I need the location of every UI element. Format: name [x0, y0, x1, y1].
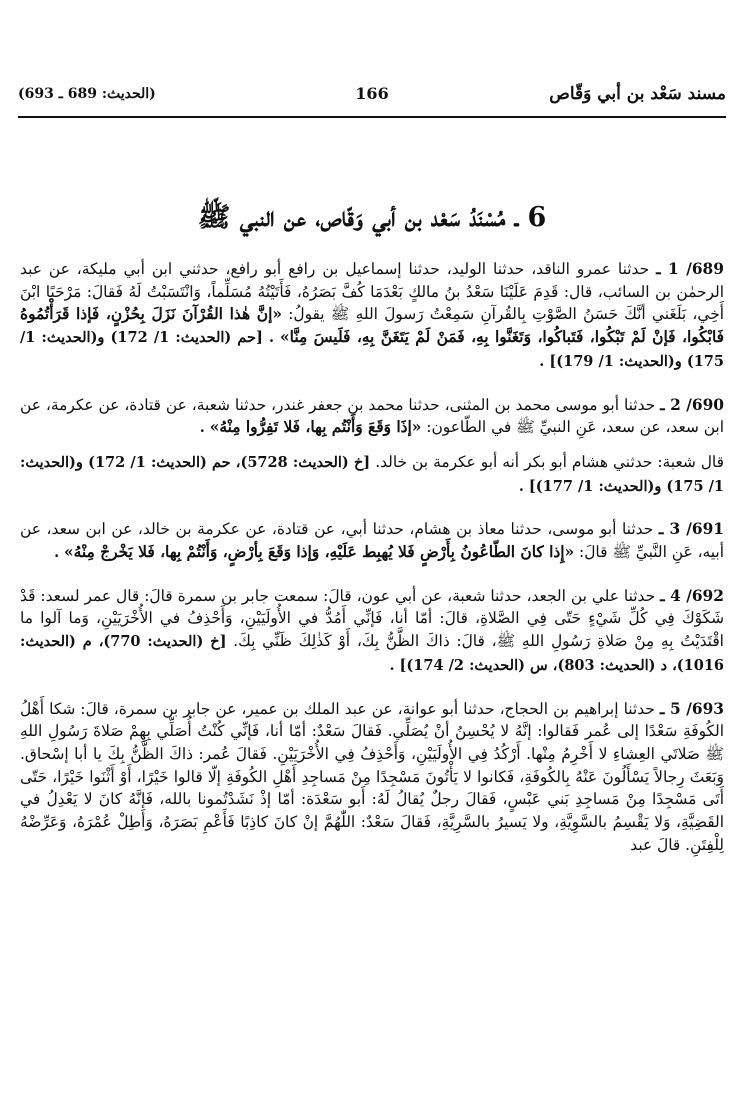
book-section-title: مسند سَعْد بن أبي وَقّاص: [549, 84, 726, 104]
running-header: [18, 84, 726, 110]
hadith-chain: حدثنا علي بن الجعد، حدثنا شعبة، عن أبي عون، قالَ: سمعت جابر بن سمرة قالَ: قال عمر لسعد: قَدْ شَكَوْكَ فِي كُلِّ شَيْءٍ حَتّى فِي الصَّلاةِ، قالَ: أمّا أنا، فَإنِّي أَمُدُّ في الأُولَيَيْنِ، وَأَحْذِفُ في الأُخْرَيَيْنِ، وَما آلوا ما اقْتَدَيْتُ بِهِ مِنْ صَلاةِ رَسُولِ اللهِ ﷺ، قالَ: ذاكَ الظَّنُّ بِكَ، أَوْ كَذٰلِكَ ظَنِّي بِكَ.: [20, 586, 724, 651]
hadith-reference: [خ (الحديث: 770)، م (الحديث: 1016)، د (الحديث: 803)، س (الحديث: 2/ 174)] .: [20, 633, 724, 674]
section-title: 6 ـ مُسْنَدُ سَعْد بن أبي وَقّاص، عن النبي ﷺ: [197, 202, 547, 233]
page-number: 166: [355, 84, 389, 103]
hadith-693: [20, 698, 724, 857]
hadith-range: (الحديث: 689 ـ 693): [18, 86, 156, 102]
hadith-reference: [خ (الحديث: 5728)، حم (الحديث: 1/ 172) و(الحديث: 1/ 175) و(الحديث: 1/ 177)] .: [20, 453, 724, 495]
hadith-chain: حدثنا أبو موسى، حدثنا معاذ بن هشام، حدثنا أبي، عن قتادة، عن عكرمة بن خالد، عن ابن سعد، عن أبيه، عَنِ النَّبيِّ ﷺ قالَ:: [20, 520, 724, 562]
hadith-number: 692/ 4 ـ: [660, 586, 724, 605]
hadith-note: قال شعبة: حدثني هشام أبو بكر أنه أبو عكرمة بن خالد.: [375, 452, 724, 471]
hadith-quote: «إِذا كانَ الطّاعُونُ بِأَرْضٍ فَلا يُهبِط عَلَيْهِ، وَإذا وَقَعَ بِأرْضٍ، وَأَنْتُمْ بِها، فَلا يَخْرجْ مِنْهُ»: [64, 543, 575, 562]
hadith-quote: «إنَّ هٰذا القُرْآنَ نَزَلَ بِحُزْنٍ، فَإذا قَرَأْتُمُوهُ فَابْكُوا، فَإنْ لَمْ تَبْكُوا، فَتَباكُوا، وَتَغَنَّوا بِهِ، فَمَنْ لَمْ يَتَغَنَّ بِهِ، فَلَيسَ مِنَّا»: [20, 305, 724, 347]
hadith-reference: .: [54, 544, 60, 562]
hadith-reference: .: [199, 419, 205, 437]
hadith-chain: حدثنا عمرو الناقد، حدثنا الوليد، حدثنا إسماعيل بن رافع أبو رافع، حدثني ابن أبي مليكة، عن عبد الرحمٰن بن السائب، قال: قَدِمَ عَلَيْنَا سَعْدُ بنُ مالكٍ بَعْدَمَا كُفَّ بَصَرُهُ، فَأَتَيْتُهُ مُسَلِّماً، وَانْتَسَبْتُ لَهُ فَقالَ: مَرْحَبًا ابْنَ أَخِي، بَلَغَني أنَّكَ حَسَنُ الصَّوْتِ بِالقُرآنِ سَمِعْتُ رَسولَ اللهِ ﷺ يقولُ:: [20, 260, 724, 324]
hadith-692: [20, 585, 724, 678]
hadith-chain: حدثنا إبراهيم بن الحجاج، حدثنا أبو عوانة، عن عبد الملك بن عمير، عن جابر بن سمرة، قالَ: شكا أَهْلُ الكُوفَةِ سَعْدًا إلى عُمر فَقالوا: إنَّهُ لا يُحْسِنُ أنْ يُصَلِّي. فَقالَ سَعْدٌ: أمّا أنا، فَإنِّي كُنْتُ أُصَلِّي بِهِمْ صَلاةَ رَسُولِ اللهِ ﷺ صَلاتَي العِشاءِ لا أَخْرِمُ مِنْها. أَرْكُدُ فِي الأُولَيَيْنِ، وَأَحْذِفُ فِي الأُخْرَيَيْنِ. فَقالَ عُمر: ذاكَ الظَّنُّ بِكَ يا أبا إسْحاق. وَبَعَثَ رِجالاً يَسْأَلُونَ عَنْهُ بِالكُوفَةِ، فَكانوا لا يَأْتُونَ مَسْجِدًا مِنْ مَساجِدِ أَهْلِ الكُوفَةِ إلّا قالوا خَيْرًا، أَوْ أَثْنَوا خَيْرًا، حَتّى أَتَى مَسْجِدًا مِنْ مَساجِدِ بَني عَبْسٍ، فَقالَ رجلٌ يُقالُ لَهُ: أَبو سَعْدَة: أمّا إذْ نَشَدْتُمونا بالله، فَإنَّهُ كانَ لا يَعْدِلُ في القَضِيَّةِ، وَلا يَقْسِمُ بالسَّوِيَّةِ، ولا يَسيرُ بالسَّرِيَّةِ، فَقالَ سَعْدٌ: اللّٰهُمَّ إنْ كانَ كاذِبًا فَأَعْمِ بَصَرَهُ، وَأَطِلْ عُمْرَهُ، وَعَرِّضْهُ لِلْفِتَنِ. قالَ عبد: [20, 699, 724, 854]
hadith-689: [20, 258, 724, 374]
hadith-chain: حدثنا أبو موسى محمد بن المثنى، حدثنا محمد بن جعفر غندر، حدثنا شعبة، عن قتادة، عن عكرمة، عن ابن سعد، عن سعد، عَنِ النبيِّ ﷺ في الطّاعون:: [20, 395, 724, 437]
hadith-quote: «إذَا وَقَعَ وَأَنْتُم بِها، فَلا تَفِرُّوا مِنْهُ»: [209, 418, 422, 437]
header-divider: [18, 116, 726, 118]
hadith-reference: . [حم (الحديث: 1/ 172) و(الحديث: 1/ 175) و(الحديث: 1/ 179)] .: [20, 329, 724, 370]
hadith-number: 689/ 1 ـ: [656, 260, 724, 278]
hadith-690: [20, 394, 724, 440]
hadith-number: 690/ 2 ـ: [660, 395, 724, 414]
hadith-number: 691/ 3 ـ: [658, 520, 725, 539]
hadith-690-note: [20, 451, 724, 498]
hadith-number: 693/ 5 ـ: [659, 699, 724, 718]
hadith-691: [20, 518, 724, 564]
hadith-list: [20, 258, 724, 867]
